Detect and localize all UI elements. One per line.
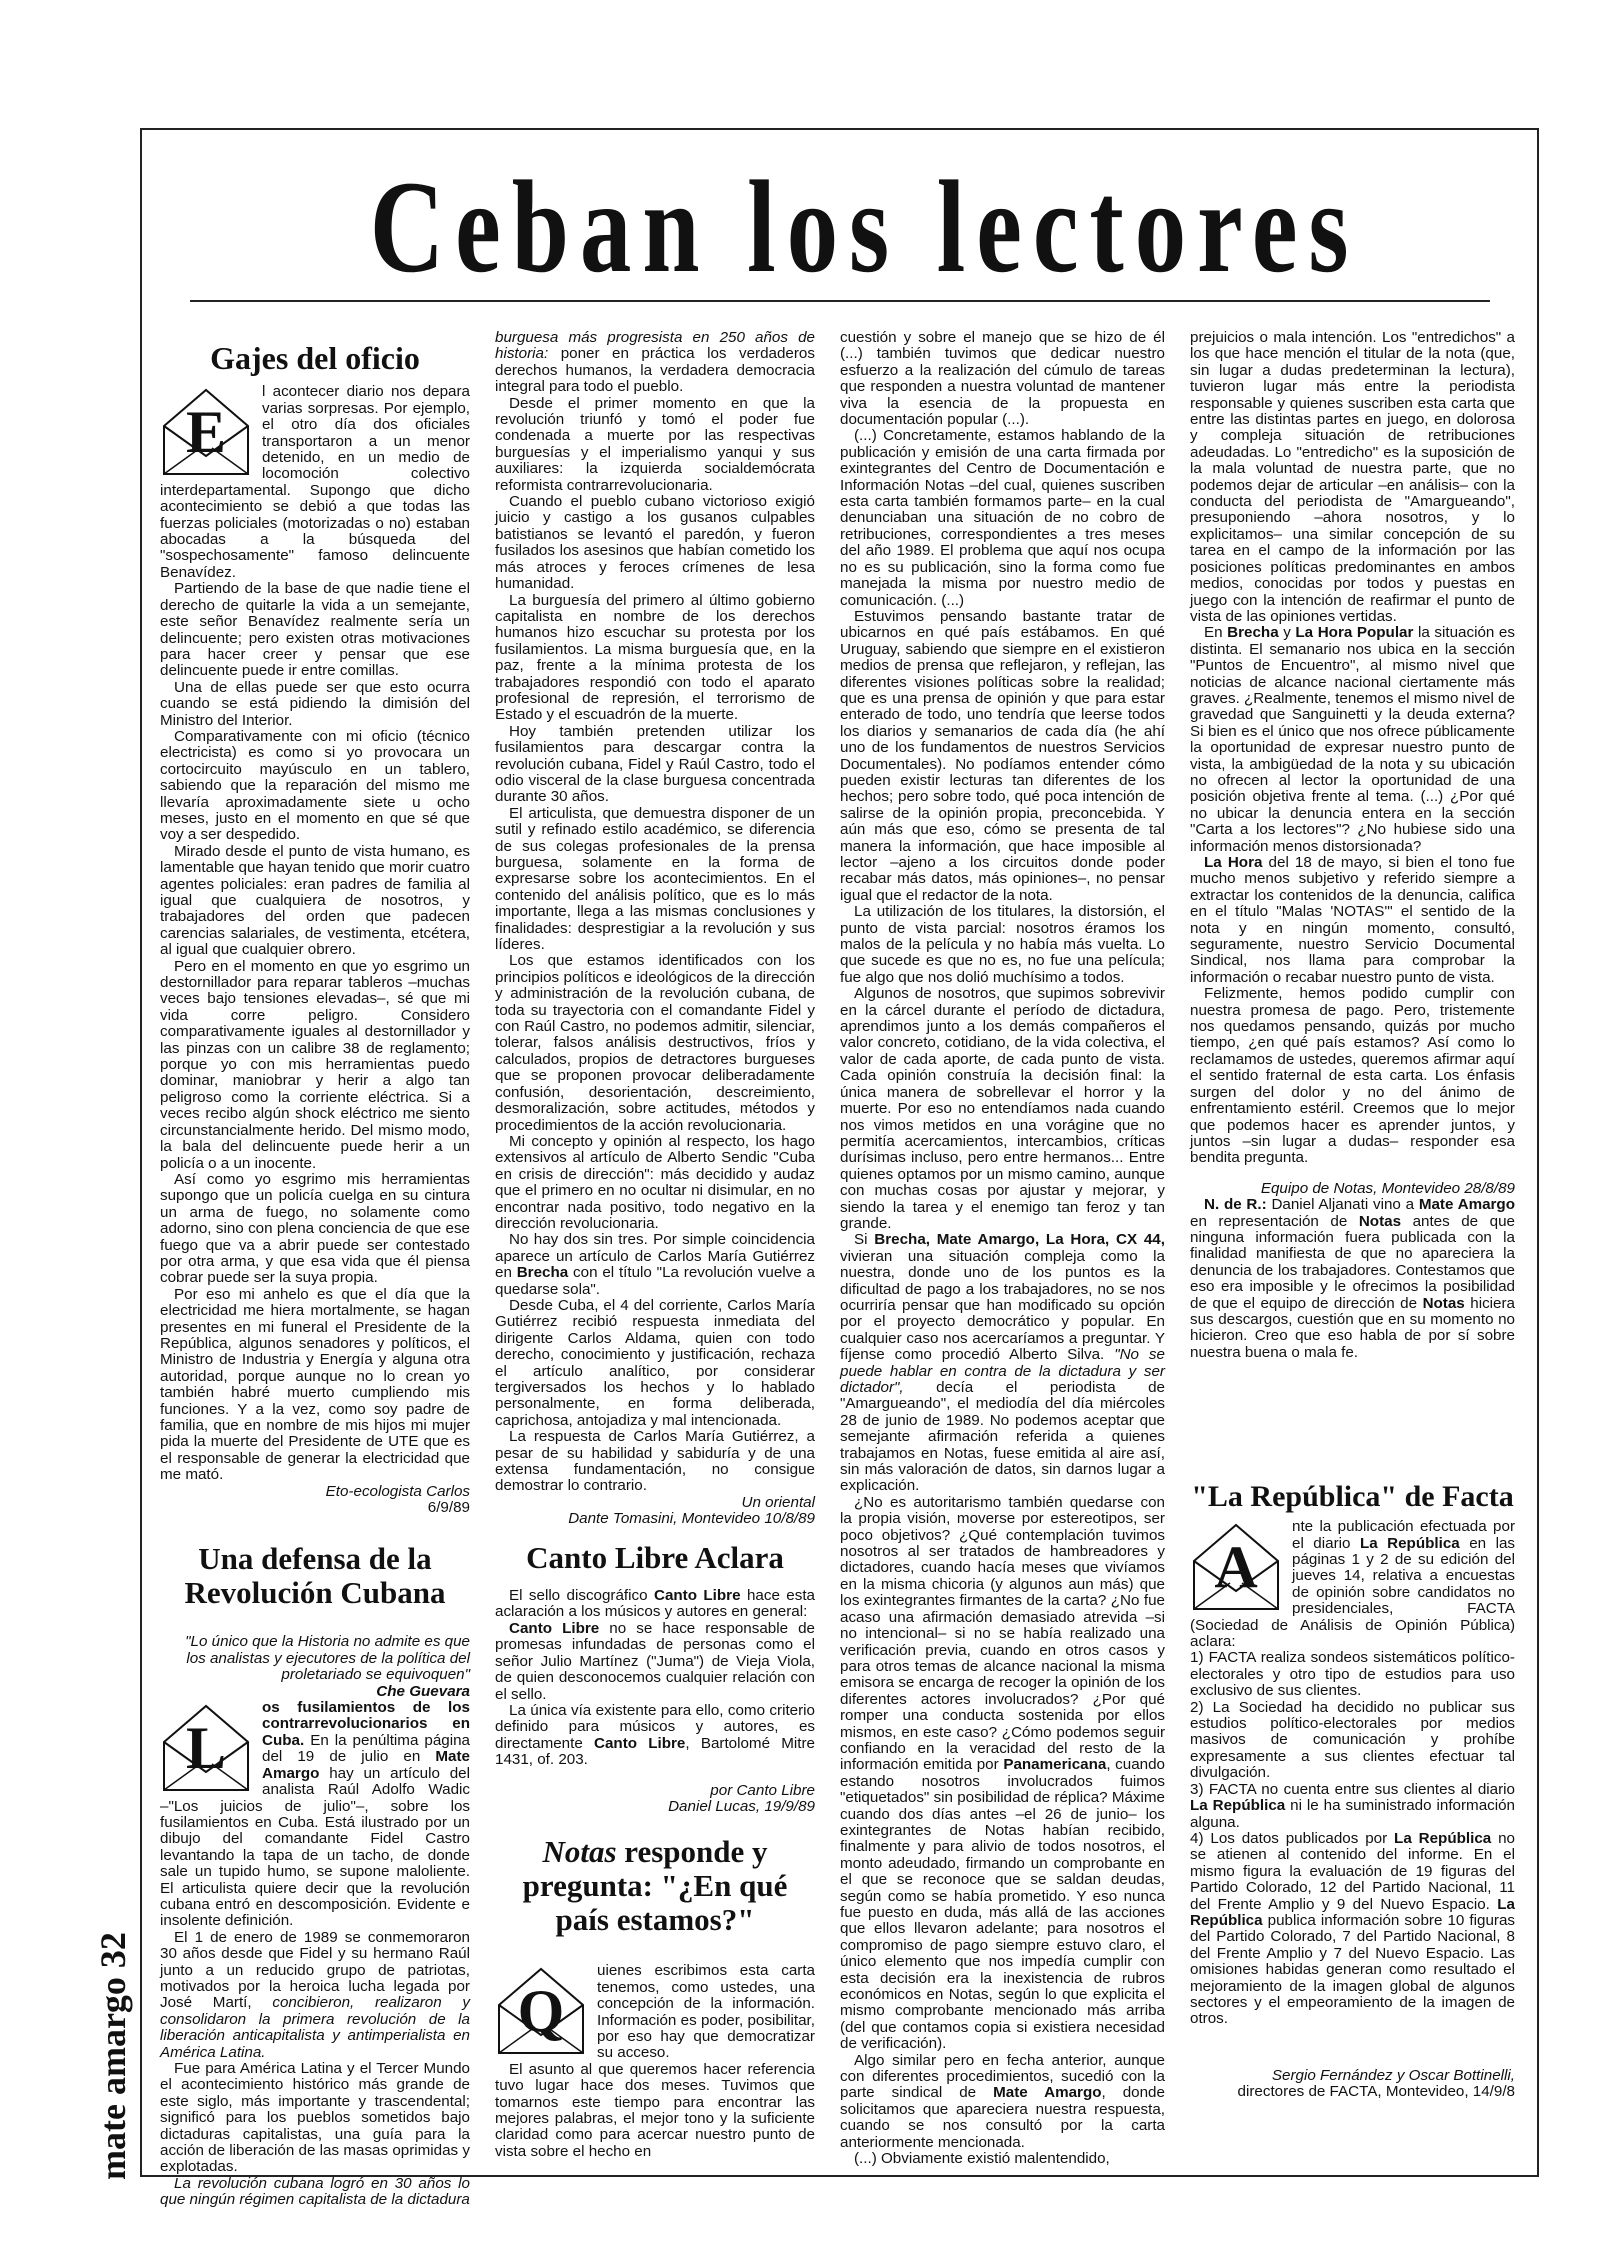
ndr-text-1: Daniel Aljanati vino a — [1271, 1196, 1415, 1214]
notas-c4-p4: Felizmente, hemos podido cumplir con nuestra promesa de pago. Pero, tristemente nos quedamos pensando, quizás por mucho tiempo, ¿en qué país estamos? Así como lo reclamamos de ustedes, queremos afirmar aquí el sentido fraternal de esta carta. Los énfasis surgen del dolor y no del ánimo de enfrentamiento estéril. Creemos que lo mejor que podemos hacer es aprender juntos, y juntos –sin lugar a dudas– responder esa bendita pregunta. — [1190, 985, 1515, 1167]
notas-c4-p2-y: y — [1283, 624, 1291, 642]
notas-c3-p7-panamericana: Panamericana — [1003, 1756, 1107, 1774]
notas-c4-p2-lahora: La Hora Popular — [1295, 624, 1414, 642]
defensa-epigraph: "Lo único que la Historia no admite es que los analistas y ejecutores de la política del proletariado se equivoquen" — [185, 1633, 470, 1684]
canto-p2-bold: Canto Libre — [509, 1619, 600, 1637]
defensa-p2 — [160, 1930, 470, 2061]
defensa-p1-text: En la penúltima página del 19 de julio en — [262, 1731, 470, 1766]
defensa-c2-p2: Desde el primer momento en que la revolución triunfó y tomó el poder fue condenada a muerte por las respectivas burguesías y el imperialismo yanqui y sus auxiliares: la izquierda socialdemócrata reformista contrarrevolucionaria. — [495, 394, 815, 494]
notas-heading-rest: responde y pregunta: "¿En qué país estamos?" — [522, 1834, 788, 1938]
republica-p1-bold: La República — [1359, 1534, 1460, 1552]
gajes-p3: Una de ellas puede ser que esto ocurra cuando se está pidiendo la dimisión del Ministro del Interior. — [160, 678, 470, 729]
column-1 — [160, 330, 470, 2209]
defensa-c2-p6: El articulista, que demuestra disponer de un sutil y refinado estilo académico, se diferencia de sus colegas profesionales de la prensa burguesa, solamente en la forma de expresarse sobre los acontecimientos. En el contenido del análisis político, que es lo más importante, llega a las mismas conclusiones y finalidades: desprestigiar a la revolución y sus líderes. — [495, 804, 815, 954]
gajes-heading: Gajes del oficio — [210, 340, 420, 376]
notas-signature: Equipo de Notas, Montevideo 28/8/89 — [1260, 1179, 1515, 1197]
notas-c4-p2-brecha: Brecha — [1227, 624, 1279, 642]
side-folio — [92, 1910, 162, 2190]
defensa-p2-text: El 1 de enero de 1989 se conmemoraron 30 años desde que Fidel y su hermano Raúl junto a un reducido grupo de patriotas, motivados por la heroica lucha legada por José Martí, — [160, 1928, 470, 2012]
canto-signature-date: Daniel Lucas, 19/9/89 — [668, 1797, 815, 1815]
canto-p1 — [495, 1588, 815, 1621]
defensa-initial: L — [185, 1715, 227, 1782]
republica-item-4-rest: publica información sobre 10 figuras del Partido Colorado, 7 del Partido Nacional, 8 del Frente Amplio y 7 del Nuevo Espacio. Las omisiones habidas generan como resultado el mejoramiento de la imagen global de algunos sectores y el empeoramiento de la imagen de otros. — [1190, 1911, 1515, 2028]
canto-signature: por Canto Libre — [710, 1781, 815, 1799]
defensa-signature: Un oriental — [741, 1493, 815, 1511]
envelope-initial-icon — [1190, 1521, 1282, 1613]
notas-c3-p6-quote: "No se puede hablar en contra de la dictadura y ser dictador", — [840, 1346, 1165, 1396]
republica-item-4 — [1190, 1831, 1515, 2028]
canto-p3 — [495, 1703, 815, 1769]
defensa-c2-p7: Los que estamos identificados con los principios políticos e ideológicos de la dirección y administración de la revolución cubana, de toda su trayectoria con el comandante Fidel y con Raúl Castro, no podemos admitir, silenciar, tolerar, falsos análisis destructivos, fríos y calculados, propios de detractores burgueses que se proponen provocar deliberadamente confusión, desorientación, descreimiento, desmoralización, sobre actitudes, métodos y procedimientos de la acción revolucionaria. — [495, 952, 815, 1134]
republica-item-4-mid: no se atienen al contenido del informe. En el mismo figura la evaluación de 19 figuras del Partido Colorado, 12 del Partido Nacional, 11 del Frente Amplio y 9 del Nuevo Espacio. — [1190, 1829, 1515, 1913]
notas-c4-p3 — [1190, 855, 1515, 986]
defensa-c2-p10: Desde Cuba, el 4 del corriente, Carlos María Gutiérrez recibió respuesta inmediata del dirigente Carlos Aldama, quien con todo derecho, conocimiento y justificación, rechaza el artículo analítico, por considerar tergiversados los hechos y lo hablado personalmente, en forma deliberada, caprichosa, antojadiza y mal intencionada. — [495, 1296, 815, 1429]
notas-c3-p7-rest: , cuando estando nosotros involucrados fuimos "etiquetados" sin posibilidad de réplica? Máxime cuando dos días antes –el 26 de junio– los exintegrantes de Notas habían recibido, finalmente y para alivio de todos nosotros, el monto adeudado, firmando un comprobante en el que se reconoce que se saldan deudas, según como se había prometido. Y eso nunca fue puesto en duda, más allá de las acciones que ellos llevaron adelante; para nosotros el compromiso de pago siempre estuvo claro, el único elemento que nos impedía cumplir con esta decisión era la inexistencia de rubros económicos en Notas, según lo que explicita el mismo comprobante mencionado más arriba (del que contamos copia si existiera necesidad de verificación). — [840, 1756, 1165, 2053]
republica-p1-rest: en las páginas 1 y 2 de su edición del jueves 14, relativa a encuestas de opinión sobre candidatos no presidenciales, FACTA (Sociedad de Análisis de Opinión Pública) aclara: — [1190, 1534, 1515, 1651]
defensa-p1-rest: hay un artículo del analista Raúl Adolfo Wadic –"Los juicios de julio"–, sobre los fusilamientos en Cuba. Está ilustrado por un dibujo del comandante Fidel Castro levantando la tapa de un tacho, de donde sale un tupido humo, se supone maloliente. El articulista quiere decir que la revolución cubana entró en descomposición. Evidente e insolente definición. — [160, 1764, 470, 1930]
notas-initial: Q — [517, 1978, 565, 2045]
notas-article — [495, 1963, 815, 2160]
column-2 — [495, 330, 815, 2160]
notas-c4-p2-rest: la situación es distinta. El semanario nos ubica en la sección "Puntos de Encuentro", al mismo nivel que noticias de alcance nacional ciertamente más graves. ¿Realmente, tenemos el mismo nivel de gravedad que Sanguinetti y la deuda externa? Si bien es el único que nos ofrece públicamente la oportunidad de expresar nuestro punto de vista, la ambigüedad de la nota y su ubicación no ofrecen al lector la oportunidad de una posición objetiva frente al tema. (...) ¿Por qué no ubicar la denuncia entera en la sección "Carta a los lectores"? ¿No hubiese sido una información menos distorsionada? — [1190, 624, 1515, 855]
notas-c3-p4: La utilización de los titulares, la distorsión, el punto de vista parcial: nosotros éramos los malos de la película y no había más vuelta. Lo que sucede es que no es, no fue una película; fue algo que nos dolió muchísimo a todos. — [840, 903, 1165, 986]
defensa-c2-p1-italic: burguesa más progresista en 250 años de historia: — [495, 329, 815, 363]
gajes-p1: l acontecer diario nos depara varias sorpresas. Por ejemplo, el otro día dos oficiales transportaron a un menor detenido, en un medio de locomoción colectivo interdepartamental. Supongo que dicho acontecimiento se debió a que todas las fuerzas policiales (motorizadas o no) estaban abocadas a la búsqueda del "sospechosamente" famoso delincuente Benavídez. — [160, 383, 470, 581]
ndr-label: N. de R.: — [1204, 1196, 1267, 1214]
notas-c3-p9: (...) Obviamente existió malentendido, — [854, 2150, 1110, 2168]
gajes-p5: Mirado desde el punto de vista humano, es lamentable que hayan tenido que morir cuatro agentes policiales: eran padres de familia al igual que cualquiera de nosotros, y trabajadores del orden que padecen carencias salariales, de vestimenta, etcétera, al igual que cualquier obrero. — [160, 842, 470, 959]
gajes-date: 6/9/89 — [427, 1499, 470, 1517]
notas-p2: El asunto al que queremos hacer referencia tuvo lugar hace dos meses. Tuvimos que tomarnos este tiempo para encontrar las mejores palabras, el mejor tono y la suficiente claridad como para acercar nuestro punto de vista sobre el hecho en — [495, 2060, 815, 2160]
notas-c4-p2 — [1190, 625, 1515, 855]
side-page-number: 32 — [93, 1932, 133, 1969]
defensa-heading: Una defensa de la Revolución Cubana — [184, 1541, 446, 1611]
gajes-p8: Por eso mi anhelo es que el día que la electricidad me hiera mortalmente, se hagan presentes en mi funeral el Presidente de la República, algunos senadores y políticos, el Ministro de Industria y Energía y alguna otra autoridad, porque aunque no lo crean yo también habré muerto cumpliendo mis funciones. Y a la vez, como soy padre de familia, que en nombre de mis hijos mi mujer pida la muerte del Presidente de UTE que es el responsable de generar la electricidad que me mató. — [160, 1285, 470, 1484]
canto-p2 — [495, 1621, 815, 1703]
defensa-p4: La revolución cubana logró en 30 años lo que ningún régimen capitalista de la dictadura — [160, 2174, 470, 2209]
notas-c3-p6 — [840, 1232, 1165, 1495]
republica-item-4-bold: La República — [1394, 1829, 1492, 1847]
notas-c3-p6-rest: decía el periodista de "Amargueando", el mediodía del día miércoles 28 de junio de 1989. No podemos aceptar que semejante afirmación referida a quienes trabajamos en Notas, fuese emitida al aire así, sin más valoración de datos, sin darnos lugar a explicación. — [840, 1379, 1165, 1495]
ndr-mate: Mate Amargo — [1418, 1196, 1515, 1214]
ndr-text-3: antes de que ninguna información fuera publicada con la finalidad manifiesta de que no apareciera la denuncia de los trabajadores. Contestamos que eso era imposible y le ofrecimos la posibilidad de que el equipo de dirección de — [1190, 1212, 1515, 1312]
defensa-c2-p9-rest: con el título "La revolución vuelve a quedarse sola". — [495, 1264, 815, 1298]
notas-c4-p1: prejuicios o mala intención. Los "entredichos" a los que hace mención el titular de la nota (que, sin lugar a dudas predeterminan la lectura), tuvieron lugar más entre la periodista responsable y quienes suscriben esta carta que entre las distintas partes en juego, en dolorosa y compleja situación de retribuciones adeudadas. Lo "entredicho" es la suposición de la mala voluntad de nuestra parte, que no podemos dejar de articular –en análisis– con la conducta del periodista de "Amargueando", presuponiendo –ahora nosotros, y lo explicitamos– una similar concepción de su tarea en el campo de la información por las posiciones políticas predominantes en ambos medios, conocidas por todos y puestas en juego con la intención de reafirmar el punto de vista de las opiniones vertidas. — [1190, 329, 1515, 625]
defensa-article — [160, 1700, 470, 2209]
side-folio-label — [92, 1932, 134, 2180]
column-4 — [1190, 330, 1515, 2101]
canto-p3-rest: , Bartolomé Mitre 1431, of. 203. — [495, 1734, 815, 1769]
notas-c3-p6-text: vivieran una situación compleja como la nuestra, donde uno de los puntos es la dificultad de pago a los trabajadores, no se nos ocurriría pensar que han modificado su opción por el proyecto democrático y popular. En cualquier caso nos acercaríamos a preguntar. Y fíjense como procedió Alberto Silva. — [840, 1247, 1165, 1364]
defensa-p1-mate: Mate Amargo — [262, 1748, 470, 1782]
republica-body — [1190, 1519, 1515, 2100]
envelope-initial-icon — [160, 386, 252, 478]
side-magazine-name: mate amargo — [93, 1977, 133, 2180]
defensa-c2-p4: La burguesía del primero al último gobierno capitalista en nombre de los derechos humanos hizo escuchar su protesta por los fusilamientos. La misma burguesía que, en la paz, frente a la mínima protesta de los trabajadores respondió con todo el aparato profesional de represión, el terrorismo de Estado y el escuadrón de la muerte. — [495, 591, 815, 724]
canto-p1-text: El sello discográfico — [509, 1587, 648, 1605]
ndr-text-2: en representación de — [1190, 1212, 1348, 1230]
notas-c3-p7-text: ¿No es autoritarismo también quedarse con la propia visión, moverse por estereotipos, ser poco objetivos? ¿Qué contemplación tuvimos nosotros al ser tratados de hambreadores y dictadores, cuando hacía meses que vivíamos en la misma chicoria (y algunos aun más) que los exintegrantes firmantes de la carta? ¿No fue acaso una afirmación demasiado atrevida –si no intencional– si no se había realizado una verificación previa, cuando en otros casos y para otros temas de alcance nacional la misma emisora se encarga de recoger la opinión de los diferentes actores involucrados? ¿Por qué romper una conducta sostenida por ellos mismos, en este caso? ¿Cómo podemos seguir confiando en la veracidad del resto de la información emitida por — [840, 1493, 1165, 1774]
notas-c3-p6-si: Si — [854, 1231, 868, 1249]
republica-signature-2: directores de FACTA, Montevideo, 14/9/8 — [1237, 2083, 1515, 2101]
republica-p1-text: nte la publicación efectuada por el diario — [1292, 1518, 1515, 1552]
notas-c3-p8 — [840, 2053, 1165, 2151]
notas-heading-italic: Notas — [542, 1834, 617, 1870]
ndr-notas: Notas — [1358, 1212, 1402, 1230]
canto-p1-bold: Canto Libre — [653, 1587, 741, 1605]
republica-item-3-rest: ni le ha suministrado información alguna. — [1190, 1797, 1515, 1831]
defensa-p3: Fue para América Latina y el Tercer Mundo el acontecimiento histórico más grande de este siglo, más importante y trascendental; significó para los pueblos sometidos bajo dictaduras capitalistas, una guía para la acción de liberación de las masas oprimidas y explotadas. — [160, 2060, 470, 2176]
notas-c3-p1: cuestión y sobre el manejo que se hizo de él (...) también tuvimos que dedicar nuestro esfuerzo a la realización del cúmulo de tareas que responden a nuestra voluntad de mantener viva la esencia de la propuesta en documentación popular (...). — [840, 329, 1165, 429]
notas-c3-p8-mate: Mate Amargo — [993, 2084, 1102, 2102]
canto-heading: Canto Libre Aclara — [526, 1539, 784, 1575]
defensa-c2-p8: Mi concepto y opinión al respecto, los hago extensivos al artículo de Alberto Sendic "Cuba en crisis de dirección": más decidido y audaz que el primero en no ocultar ni disimular, en no encontrar nada positivo, todo negativo en la dirección revolucionaria. — [495, 1132, 815, 1232]
republica-item-1: 1) FACTA realiza sondeos sistemáticos político-electorales y otro tipo de estudios para uso exclusivo de sus clientes. — [1190, 1649, 1515, 1700]
gajes-p7: Así como yo esgrimo mis herramientas supongo que un policía cuelga en su cintura un arma de fuego, no solamente como adorno, sino con plena conciencia de que ese fuego que va a abrir puede ser contestado por otra arma, y que esa vida que él piensa cobrar puede ser la suya propia. — [160, 1170, 470, 1287]
gajes-p2: Partiendo de la base de que nadie tiene el derecho de quitarle la vida a un semejante, este señor Benavídez realmente sería un delincuente; pero existen otras motivaciones para hacer creer y pensar que ese delincuente puede ir entre comillas. — [160, 580, 470, 680]
defensa-signature-date: Dante Tomasini, Montevideo 10/8/89 — [568, 1510, 815, 1528]
notas-c4-p3-rest: del 18 de mayo, si bien el tono fue mucho menos subjetivo y referido siempre a extractar los contenidos de la denuncia, califica en el título "Malas 'NOTAS'" el sentido de la nota y en ningún momento, consultó, seguramente, nuestro Servicio Documental Sindical, nos llama para comprobar la información o recabar nuestro punto de vista. — [1190, 854, 1515, 986]
defensa-c2-p9-brecha: Brecha — [516, 1264, 569, 1282]
republica-signature: Sergio Fernández y Oscar Bottinelli, — [1271, 2066, 1515, 2084]
envelope-initial-icon — [160, 1702, 252, 1794]
notas-c3-p2: (...) Concretamente, estamos hablando de la publicación y emisión de una carta firmada por exintegrantes del Centro de Documentación e Información Notas –del cual, quienes suscriben esta carta también formamos parte– en la cual denunciaban una situación de no cobro de retribuciones, correspondientes a tres meses del año 1989. El problema que aquí nos ocupa no es su publicación, sino la forma como fue manejada la misma por nuestro medio de comunicación. (...) — [840, 427, 1165, 609]
notas-c4-p2-en: En — [1204, 624, 1223, 642]
page-title: Ceban los lectores — [369, 153, 1360, 300]
defensa-c2-p9-text: No hay dos sin tres. Por simple coincidencia aparece un artículo de Carlos María Gutiérrez en — [495, 1231, 815, 1282]
republica-item-2: 2) La Sociedad ha decidido no publicar sus estudios político-electorales por medios masivos de comunicación y prohíbe expresamente a sus clientes efectuar tal divulgación. — [1190, 1698, 1515, 1782]
defensa-c2-p1 — [495, 330, 815, 396]
notas-editor-note — [1190, 1197, 1515, 1361]
notas-c4-p3-lahora: La Hora — [1204, 854, 1263, 871]
gajes-initial: E — [185, 399, 227, 466]
ndr-notas-2: Notas — [1422, 1294, 1465, 1312]
defensa-c2-p5: Hoy también pretenden utilizar los fusilamientos para descargar contra la revolución cubana, Fidel y Raúl Castro, todo el odio visceral de la clase burguesa concentrada durante 30 años. — [495, 722, 815, 806]
republica-initial: A — [1214, 1534, 1258, 1601]
canto-p3-bold: Canto Libre — [594, 1734, 686, 1752]
gajes-p6: Pero en el momento en que yo esgrimo un destornillador para reparar tableros –muchas veces bajo tensiones elevadas–, sé que mi vida corre peligro. Considero comparativamente iguales al destornillador y las pinzas con un calibre 38 de reglamento; porque yo con mis herramientas puedo dominar, maniobrar y herir a algo tan peligroso como la corriente eléctrica. Si a veces recibo algún shock eléctrico me siento circunstancialmente herido. Del mismo modo, la bala del delincuente puede herir a un policía o a un inocente. — [160, 957, 470, 1172]
envelope-initial-icon — [495, 1965, 587, 2057]
canto-p2-text: no se hace responsable de promesas infundadas de personas como el señor Julio Martínez ("Juma") de Vieja Viola, de quien desconocemos cualquier relación con el sello. — [495, 1619, 815, 1703]
defensa-c2-p1-text: poner en práctica los verdaderos derechos humanos, la verdadera democracia integral para todo el pueblo. — [495, 345, 815, 396]
notas-c3-p8-text: Algo similar pero en fecha anterior, aunque con diferentes procedimientos, sucedió con la parte sindical de — [840, 2051, 1165, 2102]
canto-p3-text: La única vía existente para ello, como criterio definido para músicos y autores, es directamente — [495, 1701, 815, 1752]
canto-p1-rest: hace esta aclaración a los músicos y autores en general: — [495, 1587, 815, 1621]
defensa-p2-italic: concibieron, realizaron y consolidaron la primera revolución de la liberación anticapitalista y antimperialista en América Latina. — [160, 1994, 470, 2061]
defensa-c2-p9 — [495, 1232, 815, 1298]
gajes-signature: Eto-ecologista Carlos — [325, 1482, 470, 1500]
gajes-p4: Comparativamente con mi oficio (técnico electricista) es como si yo provocara un cortocircuito mayúsculo en un tablero, sabiendo que la reparación del mismo me llevaría aproximadamente siete u ocho meses, justo en el momento en que sé que voy a ser despedido. — [160, 727, 470, 844]
column-3 — [840, 330, 1165, 2168]
defensa-c2-p3: Cuando el pueblo cubano victorioso exigió juicio y castigo a los gusanos culpables batistianos se levantó el paredón, y fueron fusilados los asesinos que habían cometido los más atroces y feroces crímenes de lesa humanidad. — [495, 493, 815, 593]
republica-item-4-text: 4) Los datos publicados por — [1190, 1829, 1388, 1847]
notas-c3-p5: Algunos de nosotros, que supimos sobrevivir en la cárcel durante el período de dictadura, aprendimos junto a los demás compañeros el valor concreto, cotidiano, de la vida colectiva, el valor de cada aporte, de cada punto de vista. Cada opinión construía la decisión final: la única manera de sobrellevar el horror y la muerte. Por eso no entendíamos nada cuando nos vimos metidos en una vorágine que no permitía acercamientos, intercambios, críticas durísimas incluso, pero entre hermanos... Entre quienes optamos por un mismo camino, aunque con muchas cosas por ajustar y mejorar, y siendo la tarea y el enemigo tan feroz y tan grande. — [840, 985, 1165, 1232]
defensa-p1-lead: os fusilamientos de los contrarrevolucionarios en Cuba. — [262, 1699, 470, 1749]
notas-p1: uienes escribimos esta carta tenemos, como ustedes, una concepción de la información. Información es poder, posibilitar, por eso hay que democratizar su acceso. — [597, 1962, 815, 2062]
republica-article — [1190, 1481, 1515, 2100]
ndr-text-4: hiciera sus descargos, cuestión que en su momento no hicieron. Creo que eso habla de por sí sobre nuestra buena o mala fe. — [1190, 1294, 1515, 1361]
notas-c3-p7 — [840, 1495, 1165, 2053]
republica-item-3-bold: La República — [1190, 1797, 1286, 1815]
gajes-article — [160, 384, 470, 1516]
republica-heading: "La República" de Facta — [1191, 1480, 1514, 1514]
republica-item-4-bold-2: La República — [1190, 1895, 1515, 1929]
defensa-epigraph-author: Che Guevara — [376, 1682, 470, 1700]
notas-c3-p8-rest: , donde solicitamos que apareciera nuestra respuesta, cuando se nos consultó por la carta anteriormente mencionada. — [840, 2084, 1165, 2151]
notas-c3-p3: Estuvimos pensando bastante tratar de ubicarnos en qué país estábamos. En qué Uruguay, sabiendo que siempre en el existieron medios de prensa que reflejaron, y reflejan, las diferentes visiones políticas sobre la realidad; que es una prensa de opinión y que para estar enterado de todo, uno tendría que leerse todos los diarios y semanarios de cada día (he ahí uno de los fundamentos de nuestros Servicios Documentales). No podíamos entender cómo pueden existir lecturas tan diferentes de los hechos; pero sobre todo, qué poca intención de salirse de la opinión propia, preconcebida. Y aún más que eso, cómo se presenta de tal manera la información, que hace imposible al lector –ajeno a los circuitos donde poder recabar más datos, más opiniones–, no pensar igual que el redactor de la nota. — [840, 607, 1165, 904]
republica-item-3-text: 3) FACTA no cuenta entre sus clientes al diario — [1190, 1780, 1515, 1798]
notas-c3-p6-media: Brecha, Mate Amargo, La Hora, CX 44, — [874, 1231, 1165, 1249]
notas-heading — [495, 1835, 815, 1937]
title-rule — [190, 300, 1490, 302]
defensa-c2-p11: La respuesta de Carlos María Gutiérrez, a pesar de su habilidad y sabiduría y de una extensa fundamentación, no consigue demostrar lo contrario. — [495, 1428, 815, 1495]
republica-item-3 — [1190, 1782, 1515, 1831]
